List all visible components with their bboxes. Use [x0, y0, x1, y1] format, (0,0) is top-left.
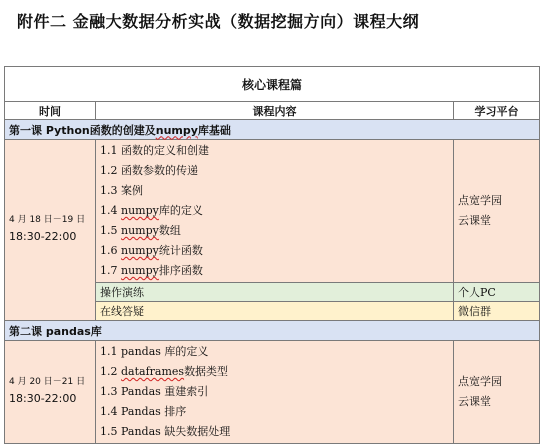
- platform-item: 点宽学园: [458, 194, 502, 207]
- topic-item: 1.6 numpy统计函数: [100, 244, 203, 257]
- table-title: 核心课程篇: [5, 67, 540, 102]
- practice-label: 操作演练: [96, 283, 454, 302]
- lesson-1-title-row: [5, 120, 540, 140]
- lesson-2-title-row: [5, 321, 540, 341]
- lesson-1-date: 4 月 18 日－19 日: [9, 215, 86, 225]
- topic-item: 1.5 Pandas 缺失数据处理: [100, 425, 231, 438]
- lesson-1-title-prefix: 第一课 Python函数的创建及: [9, 123, 156, 137]
- column-header-row: [5, 102, 540, 120]
- topic-item: 1.3 案例: [100, 184, 143, 197]
- lesson-1-time: [5, 140, 96, 321]
- qa-platform: 微信群: [454, 302, 540, 321]
- table-title-row: [5, 67, 540, 102]
- topic-item: 1.2 dataframes数据类型: [100, 365, 229, 378]
- lesson-2-date: 4 月 20 日－21 日: [9, 377, 86, 387]
- header-time: 时间: [5, 102, 96, 120]
- topic-item: 1.2 函数参数的传递: [100, 164, 198, 177]
- topic-item: 1.5 numpy数组: [100, 224, 181, 237]
- lesson-1-body-row: [5, 140, 540, 283]
- document-title: 附件二 金融大数据分析实战（数据挖掘方向）课程大纲: [17, 12, 420, 31]
- lesson-1-title-underlined: numpy: [155, 123, 198, 137]
- lesson-2-title: 第二课 pandas库: [5, 321, 540, 341]
- practice-platform: 个人PC: [454, 283, 540, 302]
- lesson-2-time: [5, 341, 96, 444]
- lesson-2-body-row: [5, 341, 540, 444]
- lesson-2-platforms: [454, 341, 540, 444]
- lesson-1-title-suffix: 库基础: [197, 123, 231, 137]
- topic-item: 1.4 Pandas 排序: [100, 405, 187, 418]
- topic-item: 1.1 函数的定义和创建: [100, 144, 209, 157]
- lesson-2-topics: [96, 341, 454, 444]
- header-platform: 学习平台: [454, 102, 540, 120]
- lesson-2-hours: 18:30-22:00: [9, 392, 77, 405]
- qa-label: 在线答疑: [96, 302, 454, 321]
- lesson-1-topics: [96, 140, 454, 283]
- topic-item: 1.1 pandas 库的定义: [100, 345, 209, 358]
- lesson-1-platforms: [454, 140, 540, 283]
- lesson-1-hours: 18:30-22:00: [9, 230, 77, 243]
- platform-item: 云课堂: [458, 395, 491, 408]
- topic-item: 1.3 Pandas 重建索引: [100, 385, 209, 398]
- topic-item: 1.4 numpy库的定义: [100, 204, 203, 217]
- header-content: 课程内容: [96, 102, 454, 120]
- lesson-1-title: [5, 120, 540, 140]
- platform-item: 云课堂: [458, 214, 491, 227]
- topic-item: 1.7 numpy排序函数: [100, 264, 203, 277]
- syllabus-table: [4, 66, 540, 444]
- platform-item: 点宽学园: [458, 375, 502, 388]
